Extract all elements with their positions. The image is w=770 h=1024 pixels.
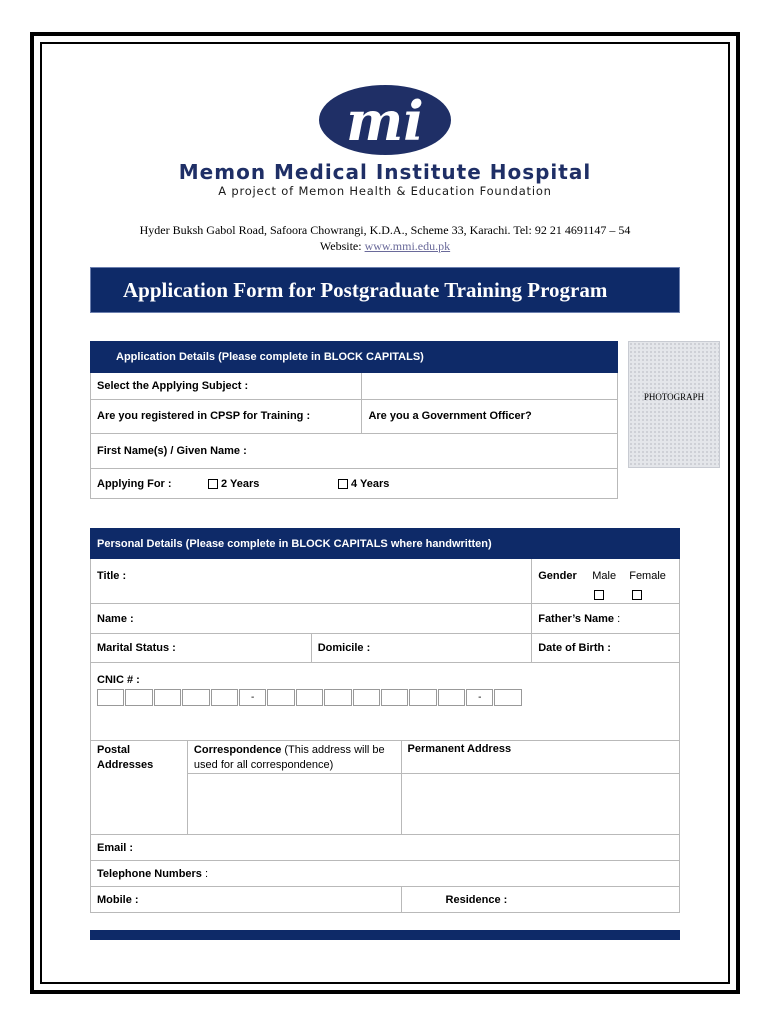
svg-text:mi: mi <box>346 89 424 153</box>
date-of-birth-cell[interactable] <box>532 634 680 663</box>
date-of-birth-label: Date of Birth : <box>538 642 611 654</box>
father-name-label: Father’s Name <box>538 612 615 625</box>
female-checkbox[interactable] <box>632 590 642 600</box>
hospital-logo <box>318 84 452 156</box>
subject-label: Select the Applying Subject : <box>91 373 362 400</box>
cnic-box[interactable] <box>154 689 181 706</box>
applying-for-label: Applying For : <box>97 477 172 490</box>
residence-cell[interactable] <box>401 887 679 913</box>
cnic-label: CNIC # : <box>97 674 140 686</box>
photograph-box <box>628 341 720 468</box>
gender-cell <box>532 559 680 604</box>
cnic-box[interactable] <box>211 689 238 706</box>
cnic-box[interactable] <box>182 689 209 706</box>
address-block <box>0 222 770 254</box>
cnic-box[interactable] <box>438 689 465 706</box>
correspondence-address-field[interactable] <box>187 774 401 835</box>
mobile-label: Mobile : <box>97 893 139 906</box>
title-row[interactable] <box>91 559 532 604</box>
address-line: Hyder Buksh Gabol Road, Safoora Chowrangi, K.D.A., Scheme 33, Karachi. Tel: 92 21 4691147 – 54 <box>139 223 631 237</box>
organization-name: Memon Medical Institute Hospital <box>178 160 592 184</box>
website-label: Website: <box>319 239 362 253</box>
government-officer-label: Are you a Government Officer? <box>362 400 618 434</box>
cnic-boxes <box>97 689 523 706</box>
correspondence-note: (This address will be used for all correspondence) <box>193 744 385 771</box>
email-label: Email : <box>97 841 134 854</box>
name-label: Name : <box>97 612 134 625</box>
cnic-box[interactable] <box>324 689 351 706</box>
postal-addresses-label: Postal Addresses <box>91 741 188 835</box>
cpsp-label: Are you registered in CPSP for Training : <box>91 400 362 434</box>
form-title: Application Form for Postgraduate Training Program <box>123 277 608 302</box>
email-row[interactable] <box>91 835 680 861</box>
checkbox-icon[interactable] <box>208 479 218 489</box>
checkbox-icon[interactable] <box>338 479 348 489</box>
title-label: Title : <box>97 570 127 582</box>
permanent-address-label: Permanent Address <box>401 741 679 774</box>
cnic-box[interactable] <box>267 689 294 706</box>
cnic-box[interactable] <box>125 689 152 706</box>
application-details-table <box>90 341 618 499</box>
website-link[interactable]: www.mmi.edu.pk <box>364 239 451 253</box>
personal-details-table <box>90 528 680 913</box>
cnic-box[interactable] <box>494 689 521 706</box>
personal-details-header: Personal Details (Please complete in BLOCK CAPITALS where handwritten) <box>91 529 680 559</box>
form-title-bar <box>90 267 680 313</box>
telephone-label: Telephone Numbers <box>97 867 202 880</box>
gender-label: Gender <box>538 570 577 582</box>
cnic-box[interactable] <box>409 689 436 706</box>
footer-bar <box>90 930 680 940</box>
telephone-row <box>91 861 680 887</box>
applying-for-row <box>91 469 618 499</box>
correspondence-header <box>187 741 401 774</box>
permanent-address-field[interactable] <box>401 774 679 835</box>
domicile-cell[interactable] <box>311 634 532 663</box>
cnic-separator: - <box>239 689 266 706</box>
cnic-box[interactable] <box>97 689 124 706</box>
name-row[interactable] <box>91 604 532 634</box>
photograph-label: PHOTOGRAPH <box>643 392 705 402</box>
website-line <box>0 238 770 254</box>
cnic-separator: - <box>466 689 493 706</box>
subject-field[interactable] <box>362 373 618 400</box>
cnic-box[interactable] <box>353 689 380 706</box>
option-4-years[interactable]: 4 Years <box>338 478 389 490</box>
father-name-colon: : <box>617 612 621 625</box>
application-details-header: Application Details (Please complete in BLOCK CAPITALS) <box>91 342 618 373</box>
first-name-row[interactable] <box>91 434 618 469</box>
marital-status-label: Marital Status : <box>97 642 176 654</box>
mobile-cell[interactable] <box>91 887 402 913</box>
male-label: Male <box>592 570 617 582</box>
option-2-years[interactable]: 2 Years <box>208 478 259 490</box>
cnic-box[interactable] <box>381 689 408 706</box>
father-name-cell[interactable] <box>532 604 680 634</box>
female-label: Female <box>629 570 666 582</box>
male-checkbox[interactable] <box>594 590 604 600</box>
correspondence-label: Correspondence <box>193 744 282 756</box>
organization-tagline: A project of Memon Health & Education Foundation <box>218 184 552 198</box>
marital-status-cell[interactable] <box>91 634 312 663</box>
domicile-label: Domicile : <box>317 642 371 654</box>
first-name-label: First Name(s) / Given Name : <box>97 445 247 457</box>
residence-label: Residence : <box>445 893 508 906</box>
cnic-box[interactable] <box>296 689 323 706</box>
telephone-colon: : <box>205 867 209 880</box>
